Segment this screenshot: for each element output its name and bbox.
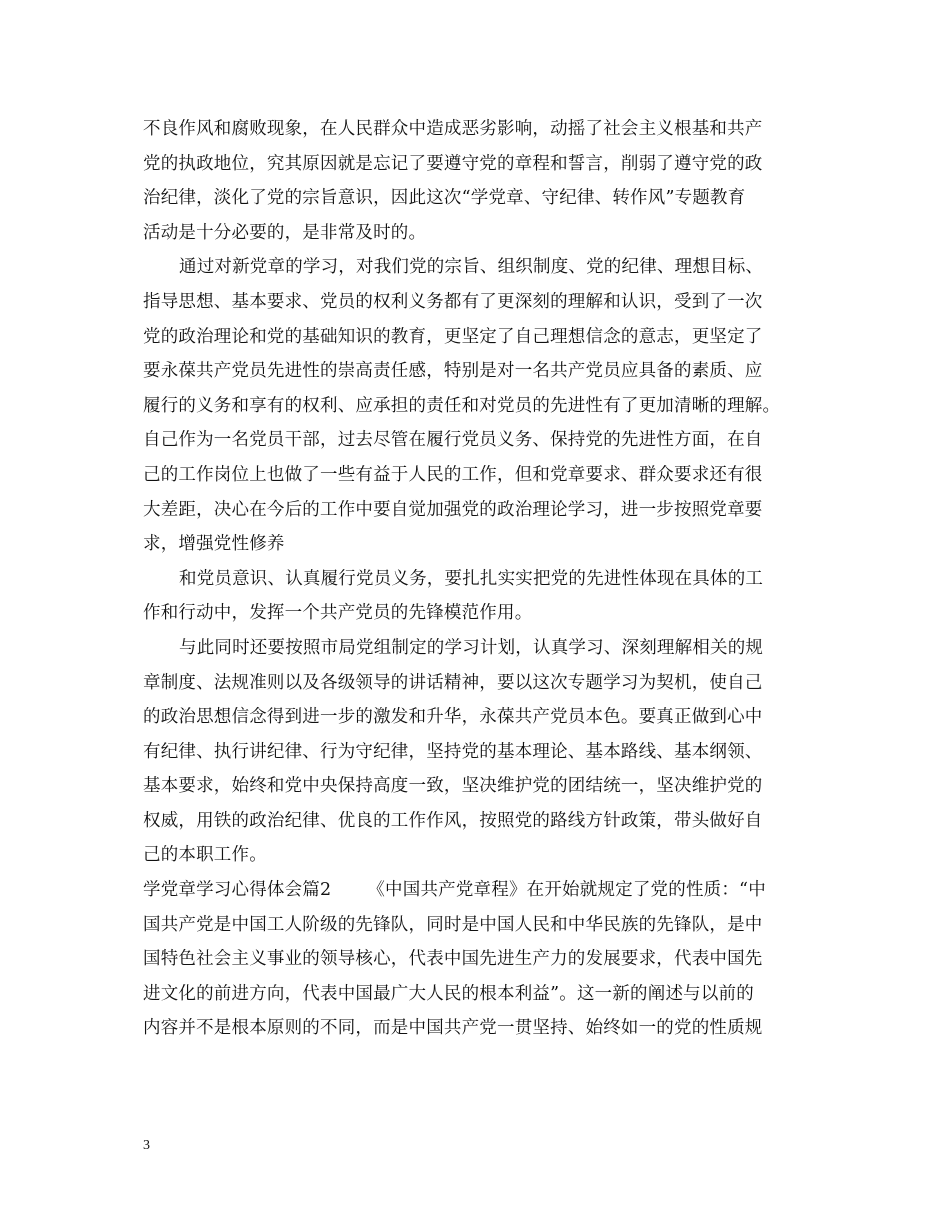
text-line: 指导思想、基本要求、党员的权利义务都有了更深刻的理解和认识，受到了一次 (143, 291, 763, 312)
text-line: 活动是十分必要的，是非常及时的。 (143, 222, 427, 243)
text-line: 自己作为一名党员干部，过去尽管在履行党员义务、保持党的先进性方面，在自 (143, 430, 763, 451)
paragraph-first-line: 通过对新党章的学习，对我们党的宗旨、组织制度、党的纪律、理想目标、 (179, 257, 764, 278)
text-line: 章制度、法规准则以及各级领导的讲话精神，要以这次专题学习为契机，使自己 (143, 672, 763, 693)
text-line: 的政治思想信念得到进一步的激发和升华，永葆共产党员本色。要真正做到心中 (143, 707, 763, 728)
text-line: 国共产党是中国工人阶级的先锋队，同时是中国人民和中华民族的先锋队，是中 (143, 914, 763, 935)
text-line: 治纪律，淡化了党的宗旨意识，因此这次“学党章、守纪律、转作风”专题教育 (143, 188, 746, 209)
paragraph-first-line: 与此同时还要按照市局党组制定的学习计划，认真学习、深刻理解相关的规 (179, 637, 764, 658)
text-line: 求，增强党性修养 (143, 534, 285, 555)
text-line: 权威，用铁的政治纪律、优良的工作作风，按照党的路线方针政策，带头做好自 (143, 810, 763, 831)
text-line: 国特色社会主义事业的领导核心，代表中国先进生产力的发展要求，代表中国先 (143, 949, 763, 970)
page-number: 3 (143, 1138, 150, 1153)
document-body (143, 112, 813, 1046)
section-first-line: 《中国共产党章程》在开始就规定了党的性质：“中 (367, 880, 766, 901)
text-line: 基本要求，始终和党中央保持高度一致，坚决维护党的团结统一，坚决维护党的 (143, 776, 763, 797)
text-line: 党的执政地位，究其原因就是忘记了要遵守党的章程和誓言，削弱了遵守党的政 (143, 153, 763, 174)
text-line: 己的本职工作。 (143, 845, 267, 866)
text-line: 进文化的前进方向，代表中国最广大人民的根本利益”。这一新的阐述与以前的 (143, 983, 754, 1004)
paragraph-first-line: 和党员意识、认真履行党员义务，要扎扎实实把党的先进性体现在具体的工 (179, 568, 764, 589)
text-line: 履行的义务和享有的权利、应承担的责任和对党员的先进性有了更加清晰的理解。 (143, 395, 781, 416)
text-line: 内容并不是根本原则的不同，而是中国共产党一贯坚持、始终如一的党的性质规 (143, 1018, 763, 1039)
text-line: 作和行动中，发挥一个共产党员的先锋模范作用。 (143, 603, 533, 624)
text-line: 大差距，决心在今后的工作中要自觉加强党的政治理论学习，进一步按照党章要 (143, 499, 763, 520)
text-line: 有纪律、执行讲纪律、行为守纪律，坚持党的基本理论、基本路线、基本纲领、 (143, 741, 763, 762)
text-line: 党的政治理论和党的基础知识的教育，更坚定了自己理想信念的意志，更坚定了 (143, 326, 763, 347)
section-heading-line (143, 873, 813, 908)
text-line: 不良作风和腐败现象，在人民群众中造成恶劣影响，动摇了社会主义根基和共产 (143, 119, 763, 139)
text-line: 要永葆共产党员先进性的崇高责任感，特别是对一名共产党员应具备的素质、应 (143, 361, 763, 382)
section-heading: 学党章学习心得体会篇2 (143, 880, 332, 901)
text-line: 己的工作岗位上也做了一些有益于人民的工作，但和党章要求、群众要求还有很 (143, 464, 763, 485)
